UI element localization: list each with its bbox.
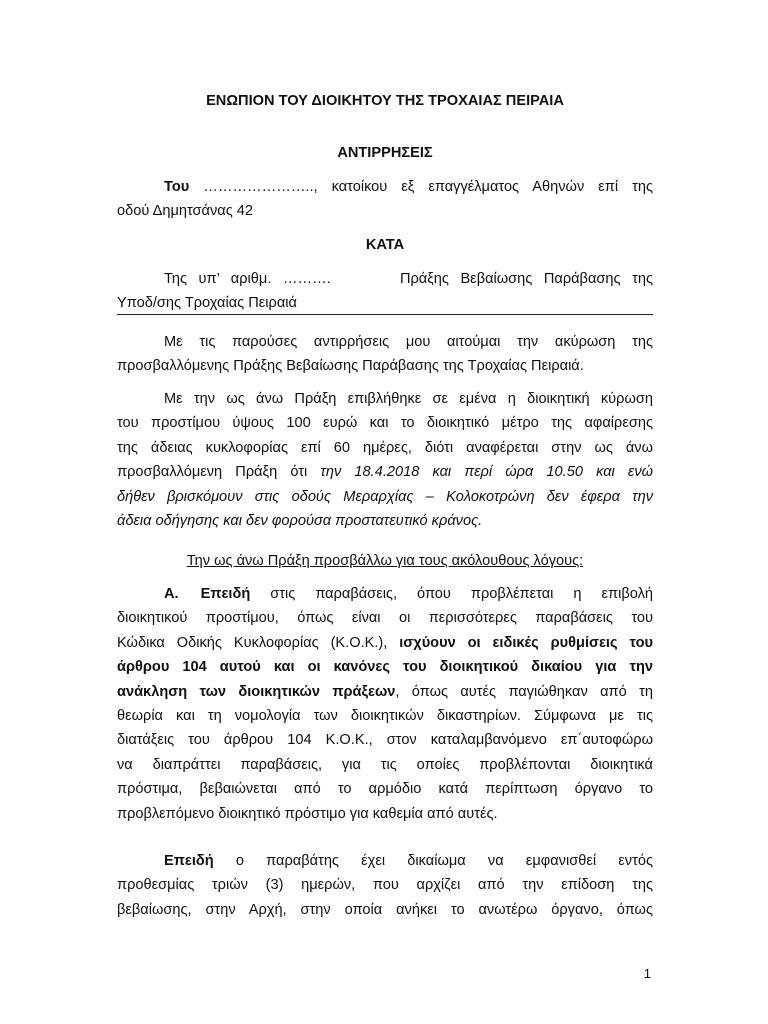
section-a-line-9: πρόστιμα, βεβαιώνεται από το αρμόδιο κατά περίπτωση όργανο το <box>117 781 653 798</box>
act-description: Πράξης Βεβαίωσης Παράβασης της <box>399 271 653 287</box>
section-a-line-4-bold: άρθρου 104 αυτού και οι κανόνες του διοικητικού δικαίου για την <box>117 659 653 676</box>
section-a-line-1 <box>117 582 653 606</box>
p-last-line-2: προθεσμίας τριών (3) ημερών, που αρχίζει από την επίδοση της <box>117 877 653 894</box>
p2-line-5-italic: δήθεν βρισκόμουν στις οδούς Μεραρχίας – Κολοκοτρώνη δεν έφερα την <box>117 488 653 505</box>
section-a-line-2: διοικητικού προστίμου, όπως είναι οι περισσότερες παραβάσεις του <box>117 610 653 627</box>
paragraph-2 <box>117 387 653 533</box>
act-number: Της υπ’ αριθμ. ………. <box>164 271 331 287</box>
horizontal-rule <box>117 314 653 315</box>
section-a-marker: Α. <box>164 586 179 602</box>
section-a-line-5-bold: ανάκληση των διοικητικών πράξεων <box>117 683 396 700</box>
party-dots: ………………….. <box>203 179 314 195</box>
p2-line-1: Με την ως άνω Πράξη επιβλήθηκε σε εμένα η διοικητική κύρωση <box>164 391 653 407</box>
p-last-line-1-rest: ο παραβάτης έχει δικαίωμα να εμφανισθεί εντός <box>213 853 653 869</box>
section-a-epeidi: Επειδή <box>200 586 251 602</box>
section-a-line-7: διατάξεις του άρθρου 104 Κ.Ο.Κ., στον καταλαμβανόμενο επ΄αυτοφώρω <box>117 732 653 749</box>
party-line-2: οδού Δημητσάνας 42 <box>117 203 254 220</box>
party-label: Του <box>164 179 190 195</box>
section-a-line-5 <box>117 680 653 704</box>
section-a <box>117 582 653 826</box>
section-a-line-3-bold: ισχύουν οι ειδικές ρυθμίσεις του <box>399 634 653 651</box>
p-last-epeidi: Επειδή <box>164 853 214 869</box>
section-a-line-4 <box>117 655 653 679</box>
reasons-heading: Την ως άνω Πράξη προσβάλλω για τους ακόλουθους λόγους: <box>186 553 584 569</box>
section-a-line-5-rest: , όπως αυτές παγιώθηκαν από τη <box>395 683 653 700</box>
p2-line-4-plain: προσβαλλόμενη Πράξη ότι <box>117 464 321 481</box>
paragraph-last <box>117 849 653 922</box>
p2-line-4-italic: την 18.4.2018 και περί ώρα 10.50 και ενώ <box>320 464 653 481</box>
p2-line-3: της άδειας κυκλοφορίας επί 60 ημέρες, διότι αναφέρεται στην ως άνω <box>117 439 653 456</box>
page-number: 1 <box>643 966 651 981</box>
section-a-line-3-plain: Κώδικα Οδικής Κυκλοφορίας (Κ.Ο.Κ.), <box>117 634 400 651</box>
p1-line-1: Με τις παρούσες αντιρρήσεις μου αιτούμαι την ακύρωση της <box>164 334 653 350</box>
p2-line-5 <box>117 485 653 509</box>
against-heading: ΚΑΤΑ <box>365 237 405 253</box>
p1-line-2: προσβαλλόμενης Πράξης Βεβαίωσης Παράβασης της Τροχαίας Πειραιά. <box>117 358 584 375</box>
p2-line-2: του προστίμου ύψους 100 ευρώ και το διοικητικό μέτρο της αφαίρεσης <box>117 415 653 432</box>
section-a-line-8: να διαπράττει παραβάσεις, για τις οποίες προβλέπονται διοικητικά <box>117 756 653 773</box>
document-page <box>117 0 653 1024</box>
p-last-line-1 <box>117 849 653 873</box>
act-line-2: Υποδ/σης Τροχαίας Πειραιά <box>117 295 297 312</box>
act-line-1 <box>117 267 653 291</box>
p2-line-6 <box>117 509 653 533</box>
reasons-heading-wrap <box>117 549 653 573</box>
section-a-line-3 <box>117 631 653 655</box>
party-line-1 <box>117 175 653 199</box>
section-a-line-10: προβλεπόμενο διοικητικό πρόστιμο για καθεμία από αυτές. <box>117 805 498 822</box>
act-block <box>117 267 653 316</box>
paragraph-1 <box>117 330 653 379</box>
document-heading: ΕΝΩΠΙΟΝ ΤΟΥ ΔΙΟΙΚΗΤΟΥ ΤΗΣ ΤΡΟΧΑΙΑΣ ΠΕΙΡΑΙΑ <box>206 93 564 109</box>
p2-line-6-italic: άδεια οδήγησης και δεν φορούσα προστατευτικό κράνος. <box>117 513 483 530</box>
document-title: ΑΝΤΙΡΡΗΣΕΙΣ <box>337 145 433 161</box>
p-last-line-3: βεβαίωσης, στην Αρχή, στην οποία ανήκει το ανωτέρω όργανο, όπως <box>117 901 653 918</box>
section-a-line-1-rest: στις παραβάσεις, όπου προβλέπεται η επιβολή <box>250 586 653 602</box>
section-a-line-6: θεωρία και τη νομολογία των διοικητικών δικαστηρίων. Σύμφωνα με τις <box>117 708 653 725</box>
party-line1-rest: , κατοίκου εξ επαγγέλματος Αθηνών επί της <box>313 179 653 195</box>
p2-line-4 <box>117 460 653 484</box>
party-block <box>117 175 653 224</box>
